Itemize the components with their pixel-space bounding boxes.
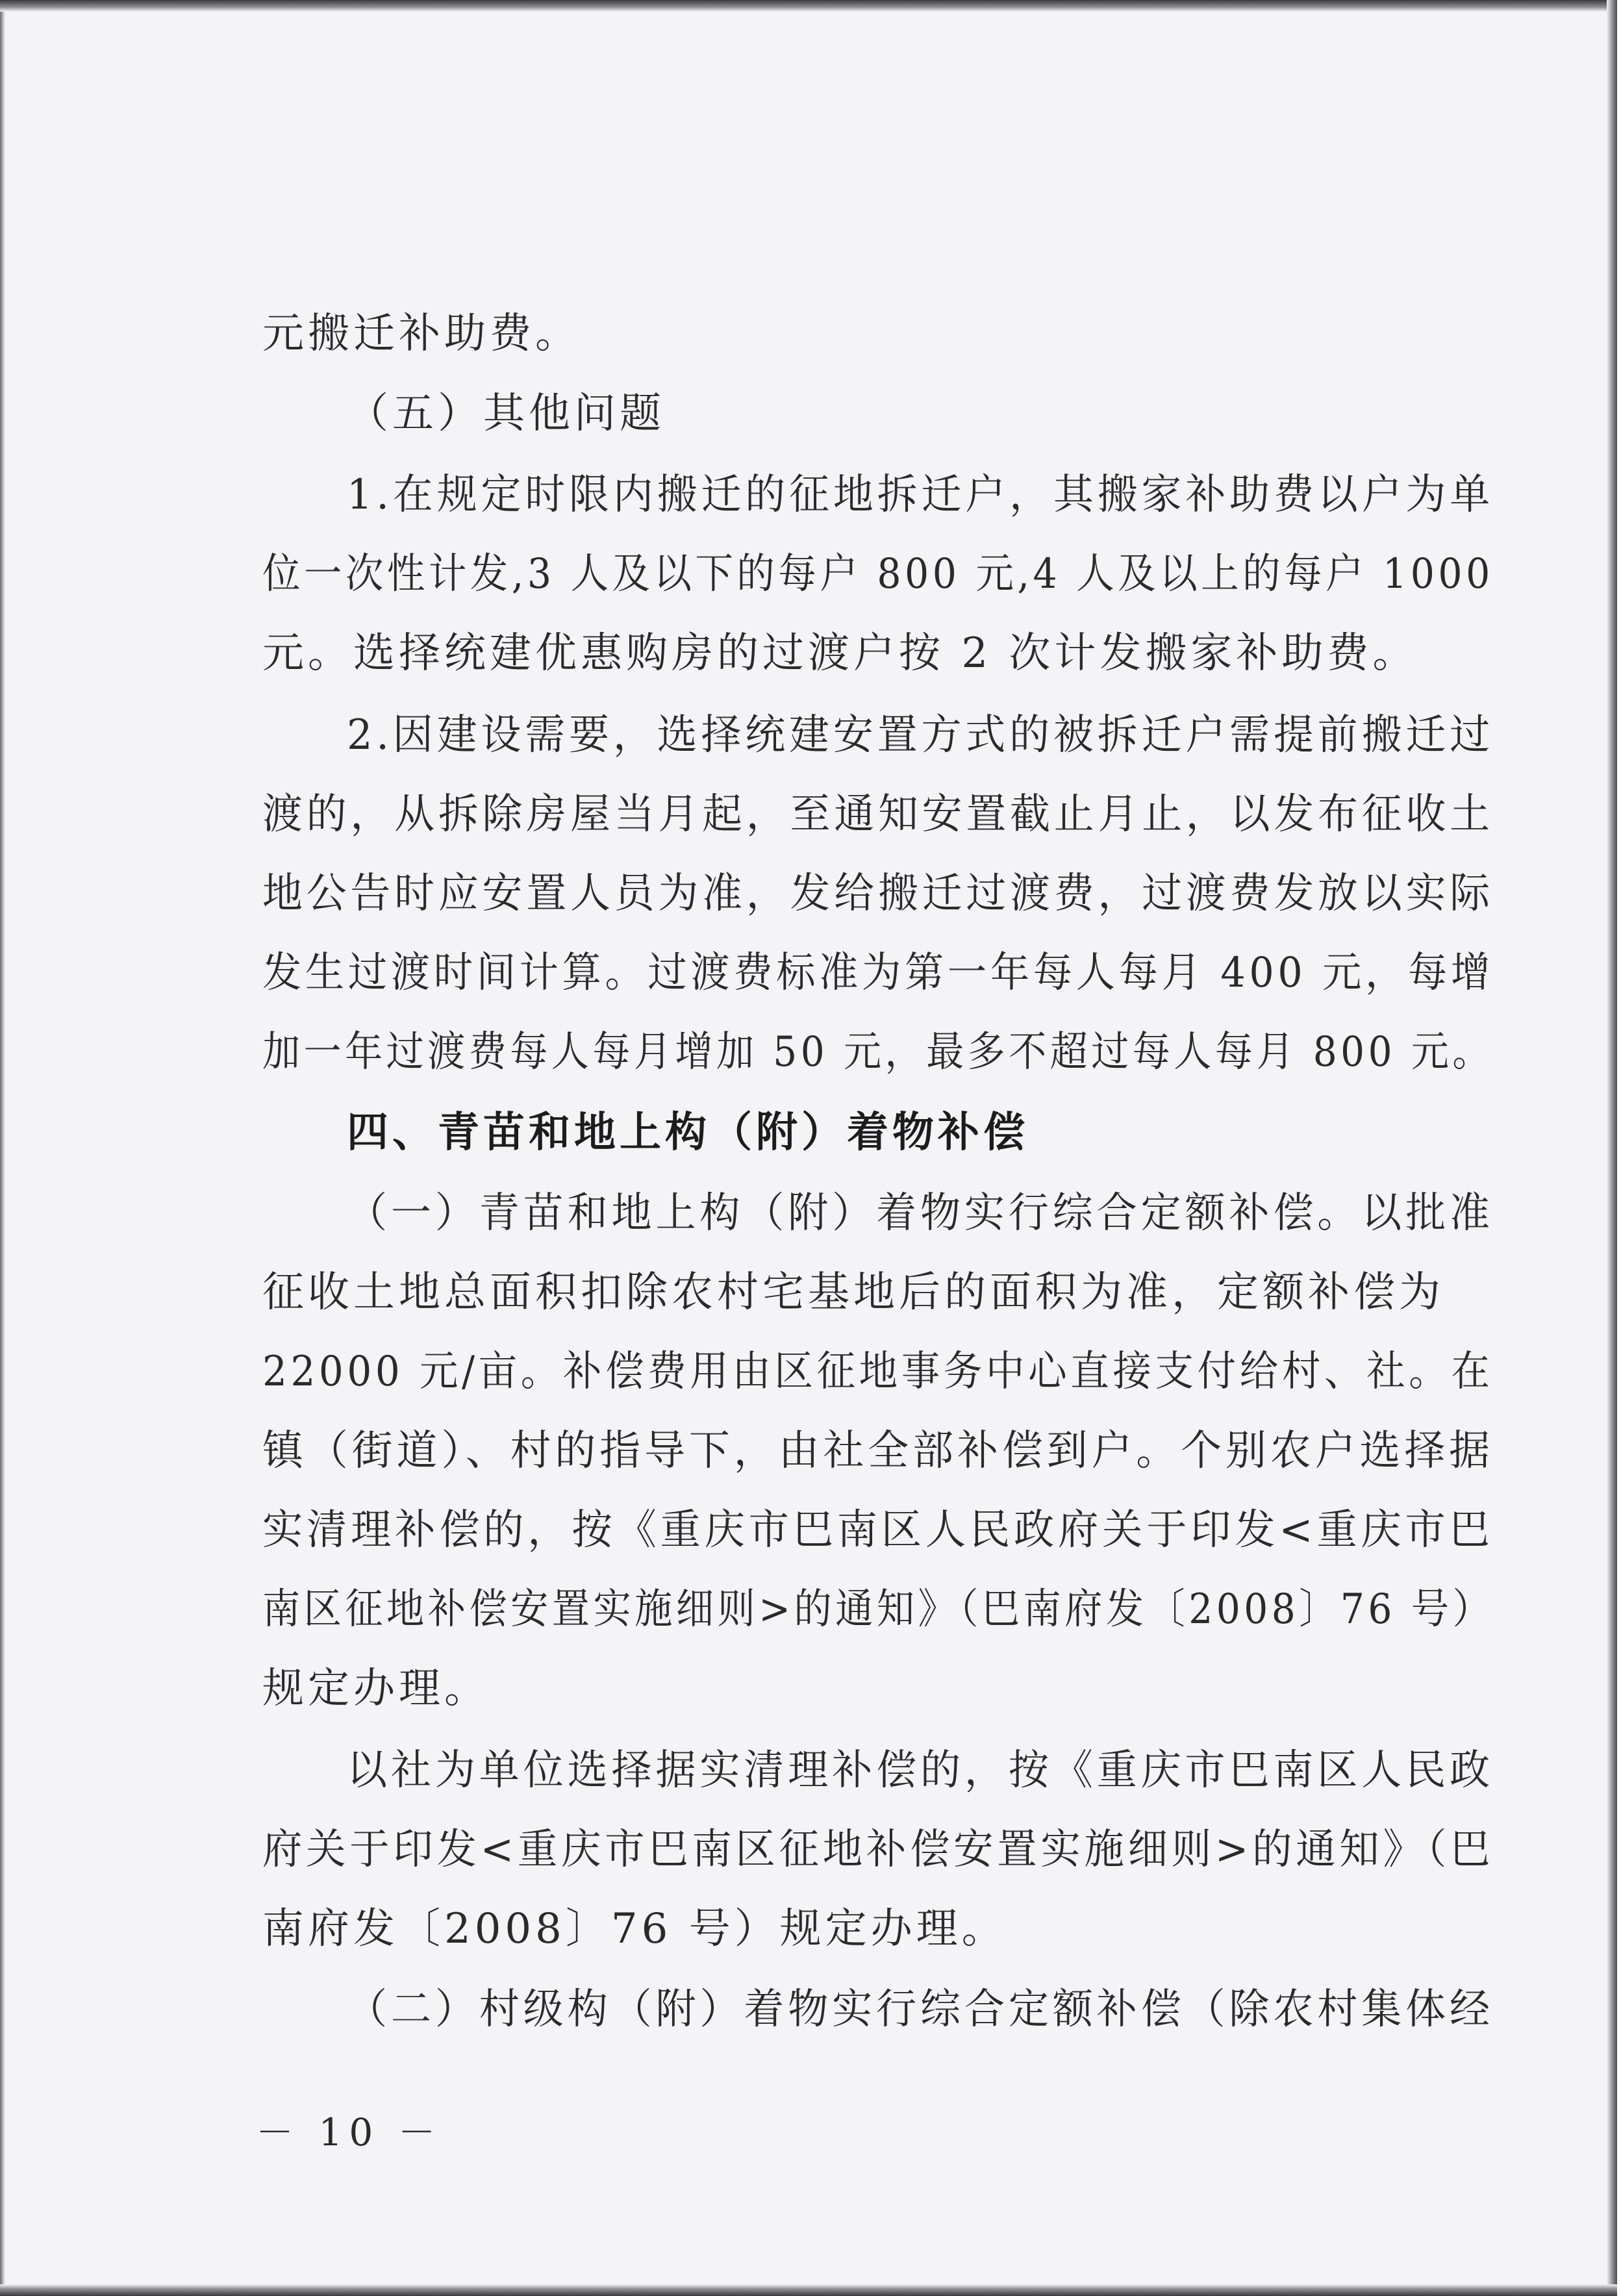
paragraph-line: 1.在规定时限内搬迁的征地拆迁户，其搬家补助费以户为单	[347, 471, 1494, 519]
paragraph-line: 发生过渡时间计算。过渡费标准为第一年每人每月 400 元，每增	[262, 949, 1494, 997]
paragraph-line: 镇（街道）、村的指导下，由社全部补偿到户。个别农户选择据	[262, 1427, 1494, 1475]
scan-edge-bottom	[0, 2284, 1617, 2296]
scan-edge-right	[1607, 0, 1617, 2296]
paragraph-line: 位一次性计发,3 人及以下的每户 800 元,4 人及以上的每户 1000	[262, 550, 1494, 598]
page-number: － 10 －	[256, 2110, 442, 2154]
paragraph-line: （二）村级构（附）着物实行综合定额补偿（除农村集体经	[347, 1986, 1494, 2034]
paragraph-line: 南区征地补偿安置实施细则>的通知》（巴南府发〔2008〕76 号）	[262, 1585, 1494, 1634]
paragraph-line: 府关于印发<重庆市巴南区征地补偿安置实施细则>的通知》（巴	[262, 1826, 1494, 1874]
scan-margin-strip	[1617, 0, 1621, 2296]
paragraph-line: 南府发〔2008〕76 号）规定办理。	[262, 1905, 1007, 1953]
paragraph-line: 实清理补偿的，按《重庆市巴南区人民政府关于印发<重庆市巴	[262, 1506, 1494, 1554]
paragraph-line: 加一年过渡费每人每月增加 50 元，最多不超过每人每月 800 元。	[262, 1028, 1494, 1076]
section-heading: 四、青苗和地上构（附）着物补偿	[347, 1109, 1029, 1157]
section-subheading: （五）其他问题	[347, 390, 665, 438]
paragraph-line: （一）青苗和地上构（附）着物实行综合定额补偿。以批准	[347, 1189, 1494, 1237]
paragraph-line: 2.因建设需要，选择统建安置方式的被拆迁户需提前搬迁过	[347, 711, 1494, 759]
paragraph-line: 以社为单位选择据实清理补偿的，按《重庆市巴南区人民政	[347, 1747, 1494, 1795]
paragraph-line: 征收土地总面积扣除农村宅基地后的面积为准，定额补偿为	[262, 1268, 1444, 1317]
paragraph-line: 渡的，从拆除房屋当月起，至通知安置截止月止，以发布征收土	[262, 790, 1494, 839]
paragraph-line: 规定办理。	[262, 1665, 490, 1713]
paragraph-line: 元。选择统建优惠购房的过渡户按 2 次计发搬家补助费。	[262, 629, 1418, 677]
scan-edge-top	[0, 0, 1617, 12]
paragraph-line: 元搬迁补助费。	[262, 310, 581, 358]
paragraph-line: 地公告时应安置人员为准，发给搬迁过渡费，过渡费发放以实际	[262, 870, 1494, 918]
paragraph-line: 22000 元/亩。补偿费用由区征地事务中心直接支付给村、社。在	[262, 1348, 1494, 1396]
scan-edge-left	[0, 0, 5, 2296]
